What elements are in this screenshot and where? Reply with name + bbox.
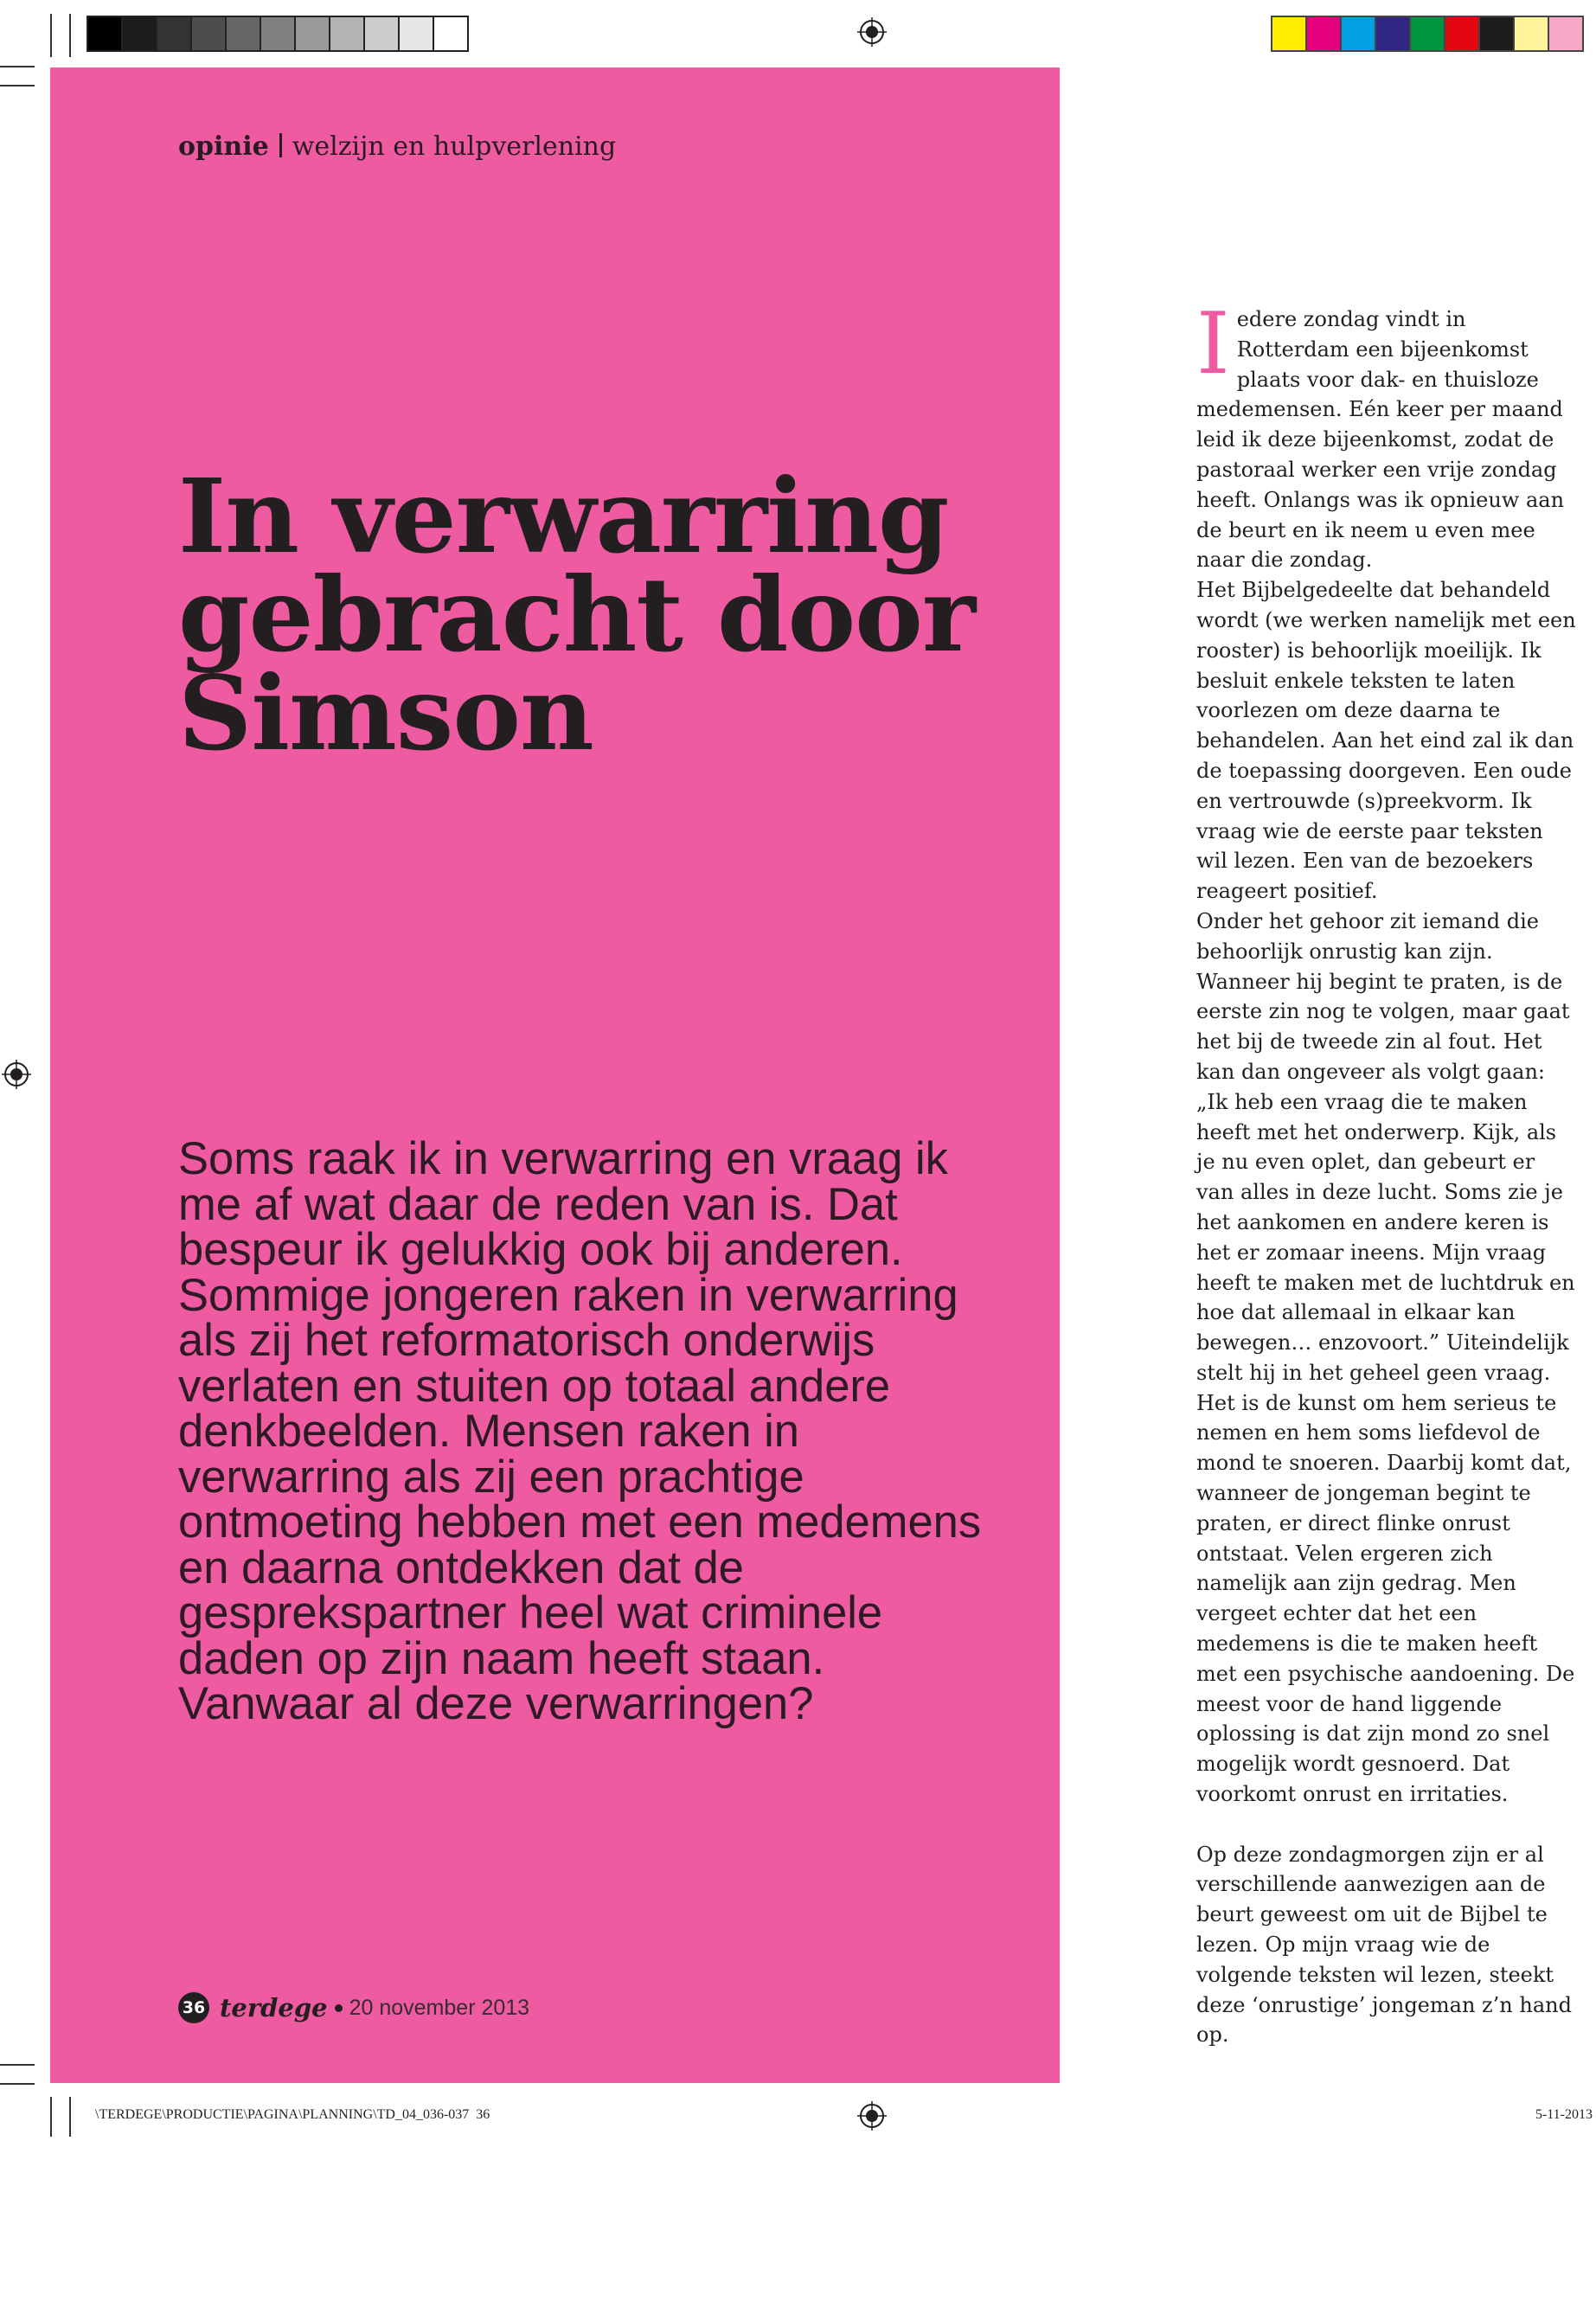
color-calibration-bar bbox=[1271, 16, 1584, 52]
topic-label: welzijn en hulpverlening bbox=[292, 131, 617, 162]
paragraph-3: Onder het gehoor zit iemand die behoorlijk onrustig kan zijn. Wanneer hij begint te praten, is de eerste zin nog te volgen, maar gaat het bij de tweede zin al fout. Het kan dan ongeveer als volgt gaan: „Ik heb een vraag die te maken heeft met het onderwerp. Kijk, als je nu even oplet, dan gebeurt er van alles in deze lucht. Soms zie je het aankomen en andere keren is het er zomaar ineens. Mijn vraag heeft te maken met de luchtdruk en hoe dat allemaal in elkaar kan bewegen… enzovoort.” Uiteindelijk stelt hij in het geheel geen vraag. Het is de kunst om hem serieus te nemen en hem soms liefdevol de mond te snoeren. Daarbij komt dat, wanneer de jongeman begint te praten, er direct flinke onrust ontstaat. Velen ergeren zich namelijk aan zijn gedrag. Men vergeet echter dat het een medemens is die te maken heeft met een psychische aandoening. De meest voor de hand liggende oplossing is dat zijn mond zo snel mogelijk wordt gesnoerd. Dat voorkomt onrust en irritaties. bbox=[1196, 908, 1575, 1807]
color-swatch bbox=[1445, 17, 1480, 50]
color-swatch bbox=[1342, 17, 1376, 50]
article-lead: Soms raak ik in verwarring en vraag ik me af wat daar de reden van is. Dat bespeur ik gelukkig ook bij anderen. Sommige jongeren raken in verwarring als zij het reformatorisch onderwijs verlaten en stuiten op totaal andere denkbeelden. Mensen raken in verwarring als zij een prachtige ontmoeting hebben met een medemens en daarna ontdekken dat de gesprekspartner heel wat criminele daden op zijn naam heeft staan. Vanwaar al deze verwarringen? bbox=[178, 1133, 982, 1729]
crop-mark bbox=[0, 2083, 35, 2085]
slug-line bbox=[95, 2107, 490, 2123]
paragraph-1 bbox=[1196, 295, 1577, 575]
slug-date: 5-11-2013 bbox=[1535, 2107, 1593, 2122]
gray-swatch bbox=[261, 17, 296, 50]
gray-swatch bbox=[157, 17, 192, 50]
folio bbox=[178, 1992, 529, 2023]
crop-mark bbox=[0, 2064, 35, 2066]
crop-mark bbox=[50, 14, 52, 57]
slug-path: \TERDEGE\PRODUCTIE\PAGINA\PLANNING\TD_04_036-037 bbox=[95, 2107, 470, 2122]
slug-page: 36 bbox=[476, 2107, 490, 2122]
color-swatch bbox=[1549, 17, 1582, 50]
issue-date: 20 november 2013 bbox=[349, 1995, 530, 2020]
grayscale-calibration-bar bbox=[87, 16, 469, 52]
paragraph-2: Het Bijbelgedeelte dat behandeld wordt (we werken namelijk met een rooster) is behoorlijk moeilijk. Ik besluit enkele teksten te laten voorlezen om deze daarna te behandelen. Aan het eind zal ik dan de toepassing doorgeven. Een oude en vertrouwde (s)preekvorm. Ik vraag wie de eerste paar teksten wil lezen. Een van de bezoekers reageert positief. bbox=[1196, 578, 1576, 904]
paragraph-1-text: edere zondag vindt in Rotterdam een bijeenkomst plaats voor dak- en thuisloze medemensen. Eén keer per maand leid ik deze bijeenkomst, zodat de pastoraal werker een vrije zondag heeft. Onlangs was ik opnieuw aan de beurt en ik neem u even mee naar die zondag. bbox=[1196, 307, 1565, 573]
gray-swatch bbox=[330, 17, 365, 50]
crop-mark bbox=[0, 85, 35, 87]
section-label: opinie bbox=[178, 131, 269, 162]
crop-mark bbox=[50, 2097, 52, 2137]
crop-mark bbox=[69, 14, 71, 57]
drop-cap: I bbox=[1196, 295, 1230, 394]
page-number-badge: 36 bbox=[178, 1992, 209, 2023]
kicker-divider bbox=[279, 133, 282, 157]
color-swatch bbox=[1272, 17, 1307, 50]
gray-swatch bbox=[434, 17, 467, 50]
color-swatch bbox=[1515, 17, 1549, 50]
gray-swatch bbox=[365, 17, 400, 50]
gray-swatch bbox=[227, 17, 261, 50]
gray-swatch bbox=[88, 17, 123, 50]
article-headline: In verwarring gebracht door Simson bbox=[178, 456, 976, 773]
color-swatch bbox=[1480, 17, 1515, 50]
gray-swatch bbox=[400, 17, 434, 50]
registration-mark-bottom-icon bbox=[857, 2101, 887, 2131]
opinion-panel bbox=[50, 67, 1060, 2083]
article-body bbox=[1196, 295, 1577, 2050]
color-swatch bbox=[1376, 17, 1411, 50]
gray-swatch bbox=[123, 17, 157, 50]
gray-swatch bbox=[296, 17, 330, 50]
bullet-icon bbox=[335, 2004, 343, 2012]
crop-mark bbox=[0, 66, 35, 67]
color-swatch bbox=[1411, 17, 1445, 50]
paragraph-4: Op deze zondagmorgen zijn er al verschillende aanwezigen aan de beurt geweest om uit de Bijbel te lezen. Op mijn vraag wie de volgende teksten wil lezen, steekt deze ‘onrustige’ jongeman z’n hand op. bbox=[1196, 1842, 1572, 2048]
crop-mark bbox=[69, 2097, 71, 2137]
magazine-logo: terdege bbox=[220, 1993, 328, 2022]
registration-mark-top-icon bbox=[857, 17, 887, 47]
color-swatch bbox=[1307, 17, 1342, 50]
registration-mark-left-icon bbox=[2, 1060, 31, 1089]
section-kicker bbox=[178, 131, 616, 162]
gray-swatch bbox=[192, 17, 227, 50]
